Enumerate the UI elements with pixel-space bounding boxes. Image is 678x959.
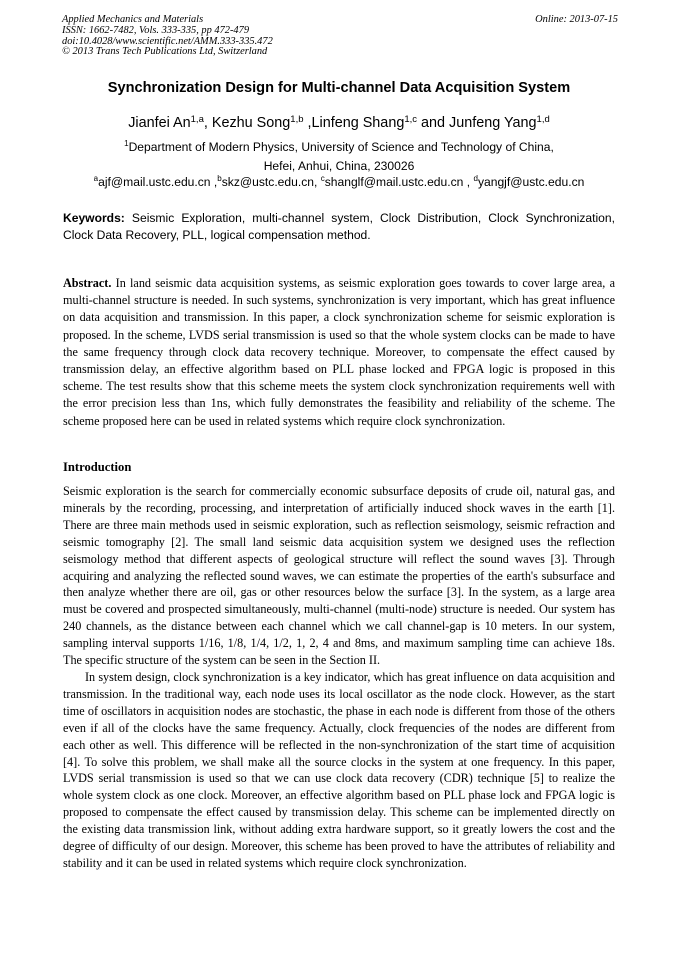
- author-separator: ,: [303, 115, 312, 131]
- keywords-text: Seismic Exploration, multi-channel system, Clock Distribution, Clock Synchronization, Clock Data Recovery, PLL, logical compensation method.: [63, 211, 615, 242]
- author-affil-sup: 1,a: [190, 114, 204, 125]
- keywords-block: [63, 210, 615, 244]
- email-sup: b: [217, 174, 222, 183]
- intro-paragraph: Seismic exploration is the search for commercially economic subsurface deposits of crude oil, natural gas, and minerals by the recording, processing, and interpretation of artificially induced shock waves in the earth [1]. There are three main methods used in seismic exploration, such as reflection seismology, seismic refraction and seismic tomography [2]. The small land seismic data acquisition system we designed uses the reflection seismology method that different aspects of geological structure will reflect the sound waves [3]. Through acquiring and analyzing the reflected sound waves, we can estimate the properties of the earth's subsurface and then analyze whether there are oil, gas or other resources below the surface [3]. In the system, as a large area must be covered and prospected simultaneously, multi-channel (multi-node) structure is needed. Our system has 240 channels, as the distance between each channel which we call channel-gap is 10 meters. In our system, sampling interval supports 1/16, 1/8, 1/4, 1/2, 1, 2, 4 and 8ms, and maximum sampling time can achieve 18s. The specific structure of the system can be seen in the Section II.: [63, 484, 615, 668]
- affiliation-line-1: [0, 139, 678, 154]
- email-sup: d: [473, 174, 478, 183]
- author-separator: ,: [203, 115, 212, 131]
- affiliation-text: Department of Modern Physics, University of Science and Technology of China,: [128, 140, 554, 154]
- affiliation-sup: 1: [124, 139, 129, 148]
- author-affil-sup: 1,d: [536, 114, 550, 125]
- email-address: shanglf@mail.ustc.edu.cn: [324, 175, 464, 189]
- affiliation-line-2: Hefei, Anhui, China, 230026: [263, 159, 415, 173]
- doi-line: doi:10.4028/www.scientific.net/AMM.333-335.472: [62, 35, 273, 47]
- copyright-line: © 2013 Trans Tech Publications Ltd, Switzerland: [62, 46, 268, 58]
- abstract-block: [63, 275, 615, 430]
- section-heading-introduction: Introduction: [63, 460, 132, 474]
- email-sup: a: [93, 174, 99, 183]
- email-line: [0, 174, 678, 189]
- author-name: Kezhu Song: [211, 115, 291, 131]
- journal-name: Applied Mechanics and Materials: [62, 14, 204, 25]
- author-name: Junfeng Yang: [449, 115, 537, 131]
- email-address: skz@ustc.edu.cn: [221, 175, 314, 189]
- author-affil-sup: 1,c: [404, 114, 418, 125]
- email-sup: c: [320, 174, 325, 183]
- email-address: ajf@mail.ustc.edu.cn: [98, 175, 211, 189]
- author-name: Linfeng Shang: [311, 115, 405, 131]
- author-list: [0, 114, 678, 131]
- email-separator: ,: [314, 175, 321, 189]
- paper-title: Synchronization Design for Multi-channel Data Acquisition System: [107, 80, 571, 96]
- intro-paragraph: In system design, clock synchronization is a key indicator, which has great influence on data acquisition and transmission. In the traditional way, each node uses its local oscillator as the node clock. However, as the start time of oscillators in acquisition nodes are stochastic, the phase in each node is different from those of the others even if all of the clocks have the same frequency. Actually, clock frequencies of the nodes are different from each other as well. This difference will be reflected in the non-synchronization of the start time of acquisition [4]. To solve this problem, we shall make all the source clocks in the system at one frequency. In this paper, LVDS serial transmission is used so that we can use clock data recovery (CDR) technique [5] to realize the whole system clock as one clock. Moreover, an effective algorithm based on PLL phase lock and FPGA logic is proposed to compensate the effect caused by transmission delay. This scheme can be implemented directly on the existing data transmission link, without adding extra hardware support, so it greatly lowers the cost and the degree of difficulty of our design. Moreover, this scheme has been proved to have the attributes of reliability and stability and it can be used in related systems which require clock synchronization.: [63, 669, 615, 870]
- online-date: Online: 2013-07-15: [535, 14, 618, 25]
- email-address: yangjf@ustc.edu.cn: [477, 175, 585, 189]
- abstract-label: Abstract.: [63, 276, 112, 290]
- author-affil-sup: 1,b: [290, 114, 304, 125]
- journal-header: [62, 15, 618, 58]
- abstract-text: In land seismic data acquisition systems, as seismic exploration goes towards to cover large area, a multi-channel structure is needed. In such systems, synchronization is very important, which has great influence on data acquisition and transmission. In this paper, a clock synchronization scheme for seismic exploration is proposed. In the scheme, LVDS serial transmission is used so that the whole system clocks can be made to have the same frequency through clock data recovery technique. Moreover, to compensate the effect caused by transmission delay, an effective algorithm based on PLL phase locked and FPGA logic is proposed in this scheme. The test results show that this scheme meets the system clock synchronization requirements well with the error precision less than 1ns, which fully demonstrates the feasibility and reliability of the scheme. The scheme proposed here can be used in related systems which require clock synchronization.: [63, 276, 615, 428]
- keywords-label: Keywords:: [63, 211, 125, 225]
- introduction-body: [63, 483, 615, 872]
- email-separator: ,: [210, 175, 218, 189]
- issn-line: ISSN: 1662-7482, Vols. 333-335, pp 472-479: [62, 24, 250, 36]
- author-separator: and: [417, 115, 450, 131]
- author-name: Jianfei An: [128, 115, 191, 131]
- email-separator: ,: [463, 175, 474, 189]
